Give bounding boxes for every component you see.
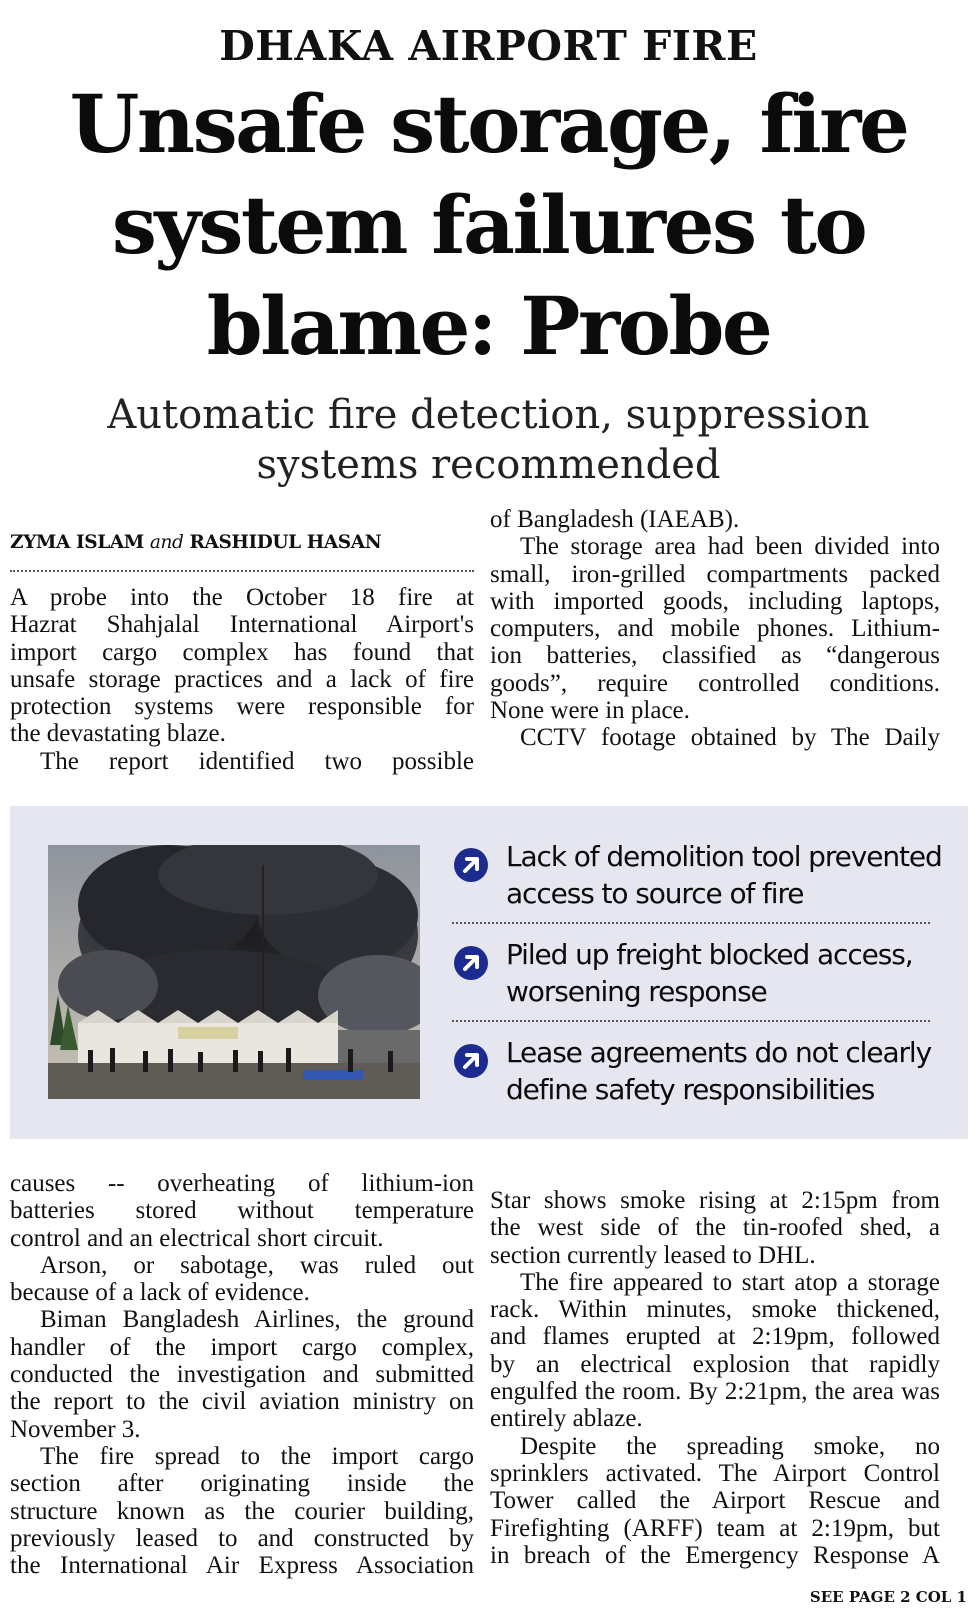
article-line: rack. Within minutes, smoke thickened, [490,1296,940,1324]
subhead-line: systems recommended [256,442,721,488]
arrow-circle-icon [454,1044,488,1078]
highlights-list [452,838,942,1108]
jump-line: SEE PAGE 2 COL 1 [809,1588,967,1606]
highlight-text: define safety responsibilities [506,1073,875,1106]
article-column-bottom-left [10,1170,474,1579]
headline [0,74,977,377]
article-line: unsafe storage practices and a lack of fire [10,665,474,693]
article-line: conducted the investigation and submitted [10,1361,474,1389]
byline-and: and [149,532,184,553]
highlight-text: Lack of demolition tool prevented [506,840,942,873]
article-line: entirely ablaze. [490,1405,643,1433]
article-line: of Bangladesh (IAEAB). [490,506,740,533]
article-line: and flames erupted at 2:19pm, followed [490,1323,940,1351]
fire-photo [48,845,420,1099]
author-name: RASHIDUL HASAN [189,532,382,553]
fire-photo-graphic [48,845,420,1099]
article-line: computers, and mobile phones. Lithium- [490,615,940,643]
article-line: in breach of the Emergency Response A [490,1541,940,1569]
article-line: small, iron-grilled compartments packed [490,560,940,588]
article-line: The fire spread to the import cargo [40,1442,474,1470]
highlight-text: Piled up freight blocked access, [506,938,913,971]
article-line: goods”, require controlled conditions. [490,669,940,697]
highlight-item [452,1034,930,1108]
article-line: CCTV footage obtained by The Daily [520,724,940,752]
highlight-text: access to source of fire [506,877,804,910]
article-line: section currently leased to DHL. [490,1241,816,1269]
article-line: November 3. [10,1415,141,1443]
highlight-text: worsening response [506,975,767,1008]
article-line: previously leased to and constructed by [10,1524,474,1552]
article-line: import cargo complex has found that [10,638,474,666]
article-line: Star shows smoke rising at 2:15pm from [490,1187,940,1214]
highlight-divider [452,922,930,924]
article-line: Tower called the Airport Rescue and [490,1487,940,1515]
article-column-top-right [490,506,940,752]
subhead [0,390,977,490]
article-line: the west side of the tin-roofed shed, a [490,1214,940,1242]
article-line: Hazrat Shahjalal International Airport's [10,611,474,639]
arrow-circle-icon [454,946,488,980]
kicker: DHAKA AIRPORT FIRE [219,22,758,70]
highlight-text: Lease agreements do not clearly [506,1036,932,1069]
article-line: Despite the spreading smoke, no [520,1432,940,1460]
article-line: The fire appeared to start atop a storage [520,1268,940,1296]
article-line: sprinklers activated. The Airport Control [490,1459,940,1487]
byline [10,532,474,553]
highlight-item [452,936,930,1010]
article-line: control and an electrical short circuit. [10,1224,384,1252]
article-line: the report to the civil aviation ministry on [10,1388,474,1416]
article-line: the devastating blaze. [10,720,226,748]
article-line: handler of the import cargo complex, [10,1333,474,1361]
subhead-line: Automatic fire detection, suppression [107,392,870,438]
article-line: The storage area had been divided into [520,533,940,561]
headline-line: blame: Probe [206,279,771,373]
article-line: A probe into the October 18 fire at [10,584,474,611]
article-line: structure known as the courier building, [10,1497,474,1525]
article-line: by an electrical explosion that rapidly [490,1350,940,1378]
highlight-item [452,838,942,912]
article-line: The report identified two possible [40,747,474,775]
article-line: Arson, or sabotage, was ruled out [40,1251,474,1279]
highlight-divider [452,1020,930,1022]
author-name: ZYMA ISLAM [10,532,144,553]
article-line: causes -- overheating of lithium-ion [10,1170,474,1197]
article-line: section after originating inside the [10,1470,474,1498]
article-line: None were in place. [490,697,690,725]
article-line: ion batteries, classified as “dangerous [490,642,940,670]
article-line: engulfed the room. By 2:21pm, the area was [490,1378,940,1406]
article-line: with imported goods, including laptops, [490,587,940,615]
arrow-circle-icon [454,848,488,882]
article-column-top-left [10,584,474,775]
headline-line: Unsafe storage, fire [69,77,908,171]
article-line: Firefighting (ARFF) team at 2:19pm, but [490,1514,940,1542]
article-line: batteries stored without temperature [10,1197,474,1225]
article-column-bottom-right [490,1187,940,1569]
headline-line: system failures to [111,178,866,272]
article-line: because of a lack of evidence. [10,1279,310,1307]
article-line: Biman Bangladesh Airlines, the ground [40,1306,474,1334]
article-line: the International Air Express Association [10,1552,474,1580]
byline-divider [10,570,474,572]
article-line: protection systems were responsible for [10,693,474,721]
